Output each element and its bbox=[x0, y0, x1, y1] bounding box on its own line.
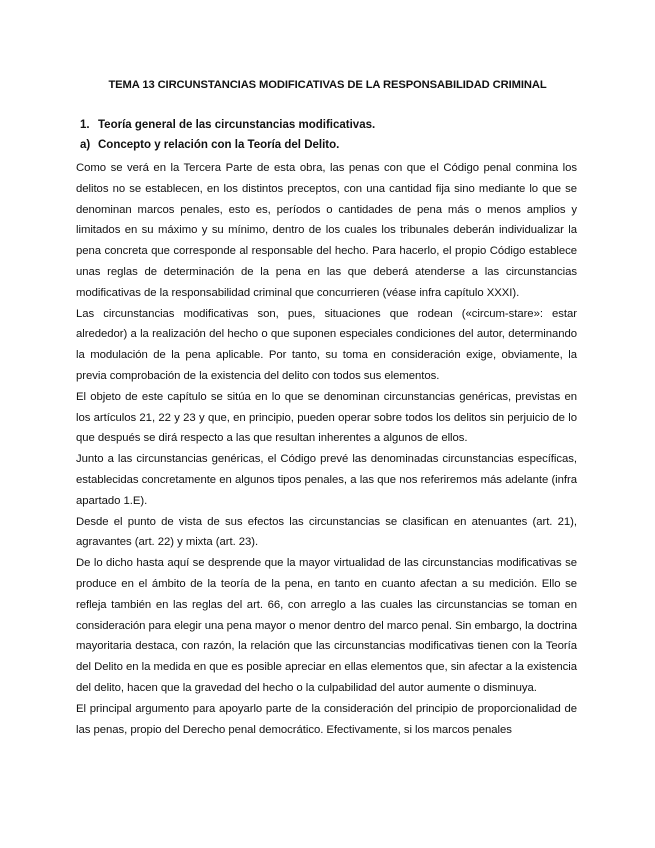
document-title: TEMA 13 CIRCUNSTANCIAS MODIFICATIVAS DE LA RESPONSABILIDAD CRIMINAL bbox=[108, 79, 547, 91]
paragraph: Desde el punto de vista de sus efectos las circunstancias se clasifican en atenuantes (art. 21), agravantes (art. 22) y mixta (art. 23). bbox=[76, 515, 577, 549]
subsection-heading-text: Concepto y relación con la Teoría del Delito. bbox=[98, 139, 340, 151]
paragraph: Junto a las circunstancias genéricas, el Código prevé las denominadas circunstancias específicas, establecidas concretamente en algunos tipos penales, a las que nos referiremos más adelante (infra apartado 1.E). bbox=[76, 453, 577, 507]
section-heading-1 bbox=[80, 118, 376, 132]
section-heading-text: Teoría general de las circunstancias modificativas. bbox=[98, 119, 376, 131]
paragraph: El objeto de este capítulo se sitúa en lo que se denominan circunstancias genéricas, previstas en los artículos 21, 22 y 23 y que, en principio, pueden operar sobre todos los delitos sin perjuicio de lo que después se dirá respecto a las que resultan inherentes a algunos de ellos. bbox=[76, 390, 577, 445]
body-text bbox=[76, 158, 577, 740]
paragraph: Las circunstancias modificativas son, pues, situaciones que rodean («circum-stare»: estar alrededor) a la realización del hecho o que suponen especiales condiciones del autor, determinando la modulación de la pena aplicable. Por tanto, su toma en consideración exige, obviamente, la previa comprobación de la existencia del delito con todos sus elementos. bbox=[76, 307, 577, 382]
paragraph: De lo dicho hasta aquí se desprende que la mayor virtualidad de las circunstancias modificativas se produce en el ámbito de la teoría de la pena, en tanto en cuanto afectan a su medición. Ello se refleja también en las reglas del art. 66, con arreglo a las cuales las circunstancias se toman en consideración para elegir una pena mayor o menor dentro del marco penal. Sin embargo, la doctrina mayoritaria destaca, con razón, la relación que las circunstancias modificativas tienen con la Teoría del Delito en la medida en que es posible apreciar en ellas elementos que, sin afectar a la existencia del delito, hacen que la gravedad del hecho o la culpabilidad del autor aumente o disminuya. bbox=[76, 557, 577, 694]
paragraph: Como se verá en la Tercera Parte de esta obra, las penas con que el Código penal conmina los delitos no se establecen, en los distintos preceptos, con una cantidad fija sino mediante lo que se denominan marcos penales, esto es, períodos o cantidades de pena más o menos amplios y limitados en su máximo y su mínimo, dentro de los cuales los tribunales deberán individualizar la pena concreta que corresponde al responsable del hecho. Para hacerlo, el propio Código establece unas reglas de determinación de la pena en las que deberá atenderse a las circunstancias modificativas de la responsabilidad criminal que concurrieren (véase infra capítulo XXXI). bbox=[76, 162, 577, 299]
paragraph: El principal argumento para apoyarlo parte de la consideración del principio de proporcionalidad de las penas, propio del Derecho penal democrático. Efectivamente, si los marcos penales bbox=[76, 702, 577, 736]
subsection-heading-a bbox=[80, 138, 340, 152]
section-number: 1. bbox=[80, 119, 90, 131]
subsection-marker: a) bbox=[80, 139, 91, 151]
